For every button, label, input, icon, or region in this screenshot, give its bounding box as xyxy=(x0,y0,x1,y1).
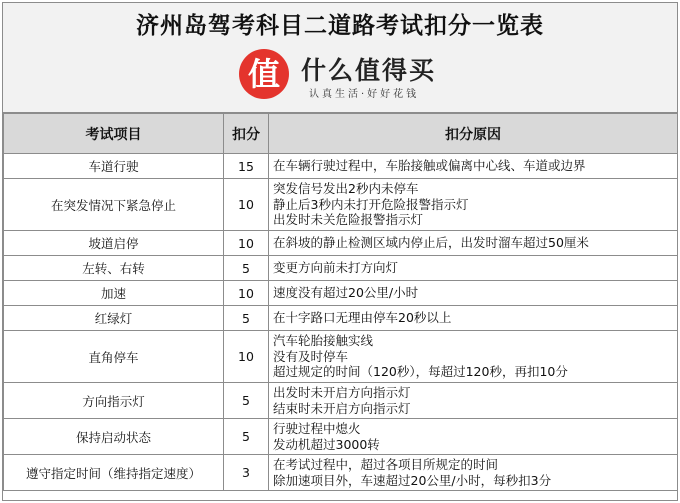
deduction-points: 5 xyxy=(224,419,269,455)
deduction-reasons xyxy=(269,419,678,455)
deduction-reasons xyxy=(269,154,678,179)
reason-line: 在十字路口无理由停车20秒以上 xyxy=(273,310,452,326)
deduction-points: 15 xyxy=(224,154,269,179)
deduction-sheet xyxy=(2,2,678,501)
exam-item: 直角停车 xyxy=(4,331,224,383)
reason-line: 突发信号发出2秒内未停车 xyxy=(273,181,419,197)
reason-line: 结束时未开启方向指示灯 xyxy=(273,400,411,416)
table-row xyxy=(4,179,678,231)
table-row xyxy=(4,306,678,331)
exam-item: 遵守指定时间（维持指定速度） xyxy=(4,455,224,491)
deduction-reasons xyxy=(269,383,678,419)
table-row xyxy=(4,281,678,306)
deduction-points: 5 xyxy=(224,306,269,331)
reason-line: 变更方向前未打方向灯 xyxy=(273,260,399,276)
brand-badge-icon: 值 xyxy=(239,49,289,99)
reason-line: 在斜坡的静止检测区域内停止后，出发时溜车超过50厘米 xyxy=(273,235,589,251)
reason-line: 出发时未关危险报警指示灯 xyxy=(273,212,424,228)
reason-line: 在车辆行驶过程中，车胎接触或偏离中心线、车道或边界 xyxy=(273,158,586,174)
deduction-reasons xyxy=(269,256,678,281)
reason-line: 在考试过程中，超过各项目所规定的时间 xyxy=(273,457,499,472)
exam-item: 左转、右转 xyxy=(4,256,224,281)
table-header-row xyxy=(4,114,678,154)
column-header-reason: 扣分原因 xyxy=(269,114,678,154)
table-row xyxy=(4,231,678,256)
deduction-points: 5 xyxy=(224,383,269,419)
reason-line: 出发时未开启方向指示灯 xyxy=(273,385,411,400)
deduction-reasons xyxy=(269,455,678,491)
reason-line: 发动机超过3000转 xyxy=(273,436,380,452)
deduction-reasons xyxy=(269,231,678,256)
deduction-table xyxy=(3,113,678,491)
reason-line: 行驶过程中熄火 xyxy=(273,421,361,436)
exam-item: 加速 xyxy=(4,281,224,306)
brand-slogan: 认真生活·好好花钱 xyxy=(309,89,420,100)
deduction-points: 3 xyxy=(224,455,269,491)
exam-item: 红绿灯 xyxy=(4,306,224,331)
table-row xyxy=(4,455,678,491)
deduction-points: 5 xyxy=(224,256,269,281)
reason-line: 速度没有超过20公里/小时 xyxy=(273,285,419,301)
reason-line: 超过规定的时间（120秒），每超过120秒，再扣10分 xyxy=(273,364,568,380)
page-title: 济州岛驾考科目二道路考试扣分一览表 xyxy=(136,13,544,39)
table-row xyxy=(4,331,678,383)
deduction-points: 10 xyxy=(224,331,269,383)
deduction-reasons xyxy=(269,281,678,306)
table-row xyxy=(4,154,678,179)
deduction-points: 10 xyxy=(224,231,269,256)
table-row xyxy=(4,383,678,419)
reason-line: 没有及时停车 xyxy=(273,348,349,364)
exam-item: 保持启动状态 xyxy=(4,419,224,455)
reason-line: 除加速项目外，车速超过20公里/小时，每秒扣3分 xyxy=(273,472,552,488)
table-row xyxy=(4,419,678,455)
deduction-reasons xyxy=(269,306,678,331)
reason-line: 静止后3秒内未打开危险报警指示灯 xyxy=(273,196,469,212)
table-row xyxy=(4,256,678,281)
reason-line: 汽车轮胎接触实线 xyxy=(273,333,374,349)
exam-item: 坡道启停 xyxy=(4,231,224,256)
exam-item: 车道行驶 xyxy=(4,154,224,179)
column-header-score: 扣分 xyxy=(224,114,269,154)
deduction-reasons xyxy=(269,179,678,231)
sheet-header xyxy=(3,3,677,113)
deduction-reasons xyxy=(269,331,678,383)
brand-name: 什么值得买 xyxy=(301,56,437,85)
brand-logo xyxy=(239,47,449,105)
deduction-points: 10 xyxy=(224,179,269,231)
exam-item: 方向指示灯 xyxy=(4,383,224,419)
exam-item: 在突发情况下紧急停止 xyxy=(4,179,224,231)
deduction-points: 10 xyxy=(224,281,269,306)
table-body xyxy=(4,154,678,491)
column-header-item: 考试项目 xyxy=(4,114,224,154)
